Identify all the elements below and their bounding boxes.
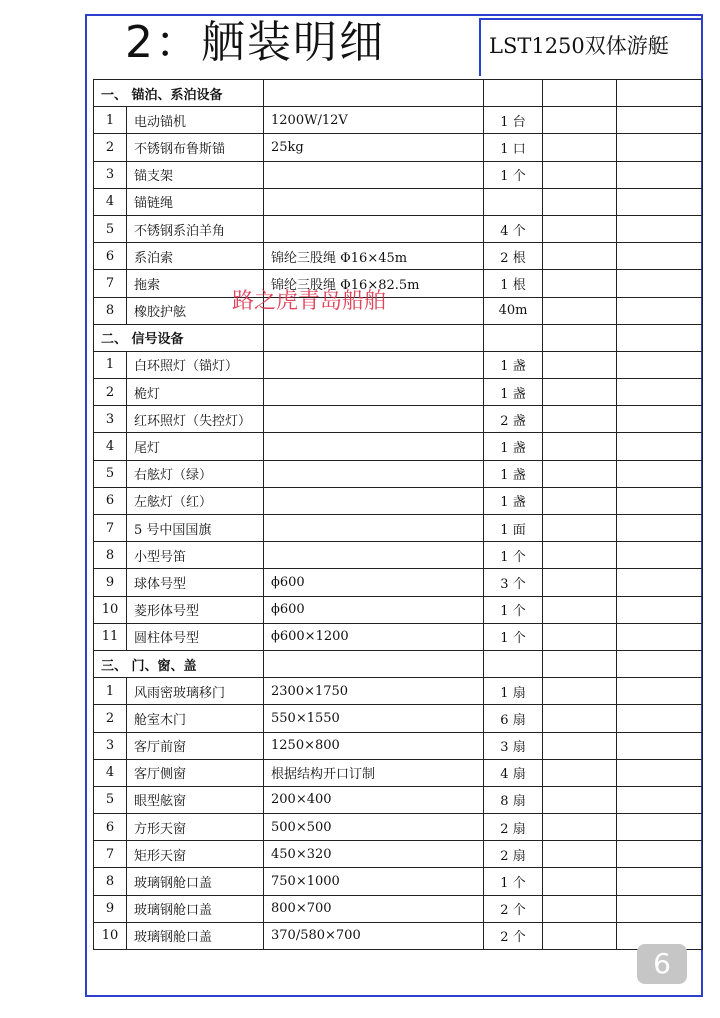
extra-cell [543,379,617,406]
qty-cell [484,650,543,677]
item-name: 右舷灯（绿） [127,460,264,487]
item-number: 7 [94,270,127,297]
table-row [94,351,703,378]
extra-cell [543,215,617,242]
item-number: 9 [94,569,127,596]
item-quantity: 2 扇 [484,841,543,868]
table-row [94,433,703,460]
extra-cell [617,460,703,487]
item-number: 9 [94,895,127,922]
extra-cell [543,569,617,596]
table-row [94,759,703,786]
table-row [94,678,703,705]
item-name: 锚链绳 [127,188,264,215]
item-number: 8 [94,542,127,569]
item-quantity: 1 个 [484,542,543,569]
table-row [94,188,703,215]
extra-cell [617,596,703,623]
extra-cell [617,814,703,841]
item-quantity: 1 口 [484,134,543,161]
extra-cell [617,406,703,433]
item-spec: 500×500 [264,814,484,841]
item-name: 不锈钢布鲁斯锚 [127,134,264,161]
item-spec: 1250×800 [264,732,484,759]
extra-cell [543,460,617,487]
item-quantity: 2 个 [484,895,543,922]
table-row [94,379,703,406]
extra-cell [617,297,703,324]
item-quantity: 1 扇 [484,678,543,705]
extra-cell [617,868,703,895]
item-spec: 1200W/12V [264,107,484,134]
item-spec: ϕ600 [264,569,484,596]
extra-cell [543,841,617,868]
extra-cell [543,161,617,188]
extra-cell [617,433,703,460]
item-number: 10 [94,596,127,623]
table-row [94,487,703,514]
item-name: 风雨密玻璃移门 [127,678,264,705]
item-name: 圆柱体号型 [127,623,264,650]
item-number: 3 [94,161,127,188]
item-name: 白环照灯（锚灯） [127,351,264,378]
item-name: 电动锚机 [127,107,264,134]
item-quantity: 1 盏 [484,379,543,406]
extra-cell [543,542,617,569]
item-name: 小型号笛 [127,542,264,569]
section-label: 一、 锚泊、系泊设备 [94,80,264,107]
table-row [94,297,703,324]
item-quantity: 3 个 [484,569,543,596]
table-row [94,161,703,188]
page-title: 2：舾装明细 [125,17,385,68]
item-spec [264,406,484,433]
extra-cell [617,134,703,161]
item-name: 左舷灯（红） [127,487,264,514]
item-spec: ϕ600 [264,596,484,623]
extra-cell [543,650,617,677]
item-name: 不锈钢系泊羊角 [127,215,264,242]
item-quantity: 1 个 [484,623,543,650]
extra-cell [617,161,703,188]
item-name: 菱形体号型 [127,596,264,623]
extra-cell [617,487,703,514]
item-number: 10 [94,922,127,949]
extra-cell [543,759,617,786]
item-spec: 550×1550 [264,705,484,732]
item-quantity: 1 台 [484,107,543,134]
item-number: 4 [94,759,127,786]
item-spec: 根据结构开口订制 [264,759,484,786]
item-name: 方形天窗 [127,814,264,841]
item-name: 玻璃钢舱口盖 [127,922,264,949]
table-row [94,243,703,270]
extra-cell [543,107,617,134]
item-name: 5 号中国国旗 [127,515,264,542]
extra-cell [543,868,617,895]
item-quantity: 4 个 [484,215,543,242]
extra-cell [543,80,617,107]
item-spec [264,351,484,378]
item-spec [264,460,484,487]
extra-cell [617,80,703,107]
item-name: 系泊索 [127,243,264,270]
item-number: 2 [94,705,127,732]
item-spec [264,379,484,406]
extra-cell [543,134,617,161]
section-label: 二、 信号设备 [94,324,264,351]
item-quantity: 2 扇 [484,814,543,841]
item-number: 5 [94,786,127,813]
table-row [94,922,703,949]
extra-cell [617,324,703,351]
item-quantity: 1 盏 [484,460,543,487]
item-quantity: 1 个 [484,161,543,188]
item-quantity: 1 面 [484,515,543,542]
extra-cell [543,814,617,841]
item-quantity: 1 根 [484,270,543,297]
extra-cell [543,922,617,949]
extra-cell [543,786,617,813]
item-name: 红环照灯（失控灯） [127,406,264,433]
item-name: 拖索 [127,270,264,297]
item-number: 6 [94,243,127,270]
qty-cell [484,80,543,107]
item-quantity: 2 盏 [484,406,543,433]
extra-cell [617,732,703,759]
table-row [94,786,703,813]
item-name: 客厅侧窗 [127,759,264,786]
table-row [94,841,703,868]
table-row [94,406,703,433]
spec-cell [264,80,484,107]
extra-cell [543,351,617,378]
item-quantity [484,188,543,215]
item-spec [264,515,484,542]
table-row [94,134,703,161]
extra-cell [543,406,617,433]
extra-cell [617,542,703,569]
section-header-row [94,650,703,677]
item-number: 7 [94,841,127,868]
extra-cell [543,623,617,650]
model-name: LST1250双体游艇 [479,18,701,76]
item-spec [264,542,484,569]
page-number-badge: 6 [637,944,687,984]
table-row [94,515,703,542]
table-row [94,215,703,242]
table-row [94,569,703,596]
item-quantity: 1 盏 [484,351,543,378]
qty-cell [484,324,543,351]
item-quantity: 4 扇 [484,759,543,786]
item-number: 1 [94,678,127,705]
extra-cell [617,243,703,270]
item-spec [264,215,484,242]
item-name: 玻璃钢舱口盖 [127,868,264,895]
item-spec: 800×700 [264,895,484,922]
item-number: 11 [94,623,127,650]
item-name: 矩形天窗 [127,841,264,868]
extra-cell [617,379,703,406]
extra-cell [617,351,703,378]
extra-cell [617,107,703,134]
item-spec: 450×320 [264,841,484,868]
item-number: 6 [94,814,127,841]
extra-cell [617,569,703,596]
extra-cell [543,705,617,732]
spec-cell [264,650,484,677]
extra-cell [543,324,617,351]
item-spec: 锦纶三股绳 Φ16×82.5m [264,270,484,297]
item-spec: 2300×1750 [264,678,484,705]
item-number: 1 [94,351,127,378]
item-spec: 750×1000 [264,868,484,895]
table-row [94,868,703,895]
item-number: 8 [94,868,127,895]
item-quantity: 40m [484,297,543,324]
item-spec: ϕ600×1200 [264,623,484,650]
table-row [94,732,703,759]
item-spec: 370/580×700 [264,922,484,949]
item-quantity: 6 扇 [484,705,543,732]
section-header-row [94,324,703,351]
item-number: 2 [94,134,127,161]
item-number: 3 [94,406,127,433]
item-spec [264,487,484,514]
extra-cell [543,270,617,297]
extra-cell [617,841,703,868]
item-spec [264,433,484,460]
item-quantity: 1 盏 [484,433,543,460]
item-spec: 锦纶三股绳 Φ16×45m [264,243,484,270]
item-quantity: 1 个 [484,868,543,895]
item-spec [264,188,484,215]
table-row [94,270,703,297]
item-name: 桅灯 [127,379,264,406]
item-name: 玻璃钢舱口盖 [127,895,264,922]
item-number: 1 [94,107,127,134]
page-header [85,14,703,78]
extra-cell [543,433,617,460]
item-name: 锚支架 [127,161,264,188]
item-number: 4 [94,433,127,460]
item-number: 5 [94,215,127,242]
item-number: 2 [94,379,127,406]
item-number: 8 [94,297,127,324]
item-number: 7 [94,515,127,542]
item-quantity: 2 根 [484,243,543,270]
table-row [94,895,703,922]
item-name: 尾灯 [127,433,264,460]
table-row [94,542,703,569]
extra-cell [543,487,617,514]
item-spec: 200×400 [264,786,484,813]
extra-cell [617,515,703,542]
extra-cell [617,705,703,732]
extra-cell [543,297,617,324]
item-spec [264,161,484,188]
section-header-row [94,80,703,107]
table-row [94,814,703,841]
item-number: 6 [94,487,127,514]
item-quantity: 3 扇 [484,732,543,759]
item-name: 舱室木门 [127,705,264,732]
item-quantity: 1 盏 [484,487,543,514]
section-label: 三、 门、窗、盖 [94,650,264,677]
extra-cell [617,270,703,297]
table-row [94,107,703,134]
item-quantity: 8 扇 [484,786,543,813]
extra-cell [543,895,617,922]
outfitting-table [93,79,703,950]
extra-cell [543,678,617,705]
extra-cell [617,895,703,922]
item-name: 橡胶护舷 [127,297,264,324]
extra-cell [617,623,703,650]
extra-cell [543,596,617,623]
spec-cell [264,324,484,351]
item-name: 客厅前窗 [127,732,264,759]
item-number: 5 [94,460,127,487]
watermark: 路之虎青岛船舶 [232,289,387,314]
item-spec: 25kg [264,134,484,161]
table-row [94,705,703,732]
item-name: 眼型舷窗 [127,786,264,813]
extra-cell [543,243,617,270]
table-row [94,460,703,487]
item-number: 4 [94,188,127,215]
extra-cell [543,515,617,542]
item-name: 球体号型 [127,569,264,596]
extra-cell [543,732,617,759]
item-quantity: 1 个 [484,596,543,623]
extra-cell [543,188,617,215]
extra-cell [617,188,703,215]
item-quantity: 2 个 [484,922,543,949]
item-number: 3 [94,732,127,759]
extra-cell [617,786,703,813]
extra-cell [617,650,703,677]
extra-cell [617,215,703,242]
extra-cell [617,678,703,705]
extra-cell [617,759,703,786]
table-row [94,623,703,650]
table-row [94,596,703,623]
